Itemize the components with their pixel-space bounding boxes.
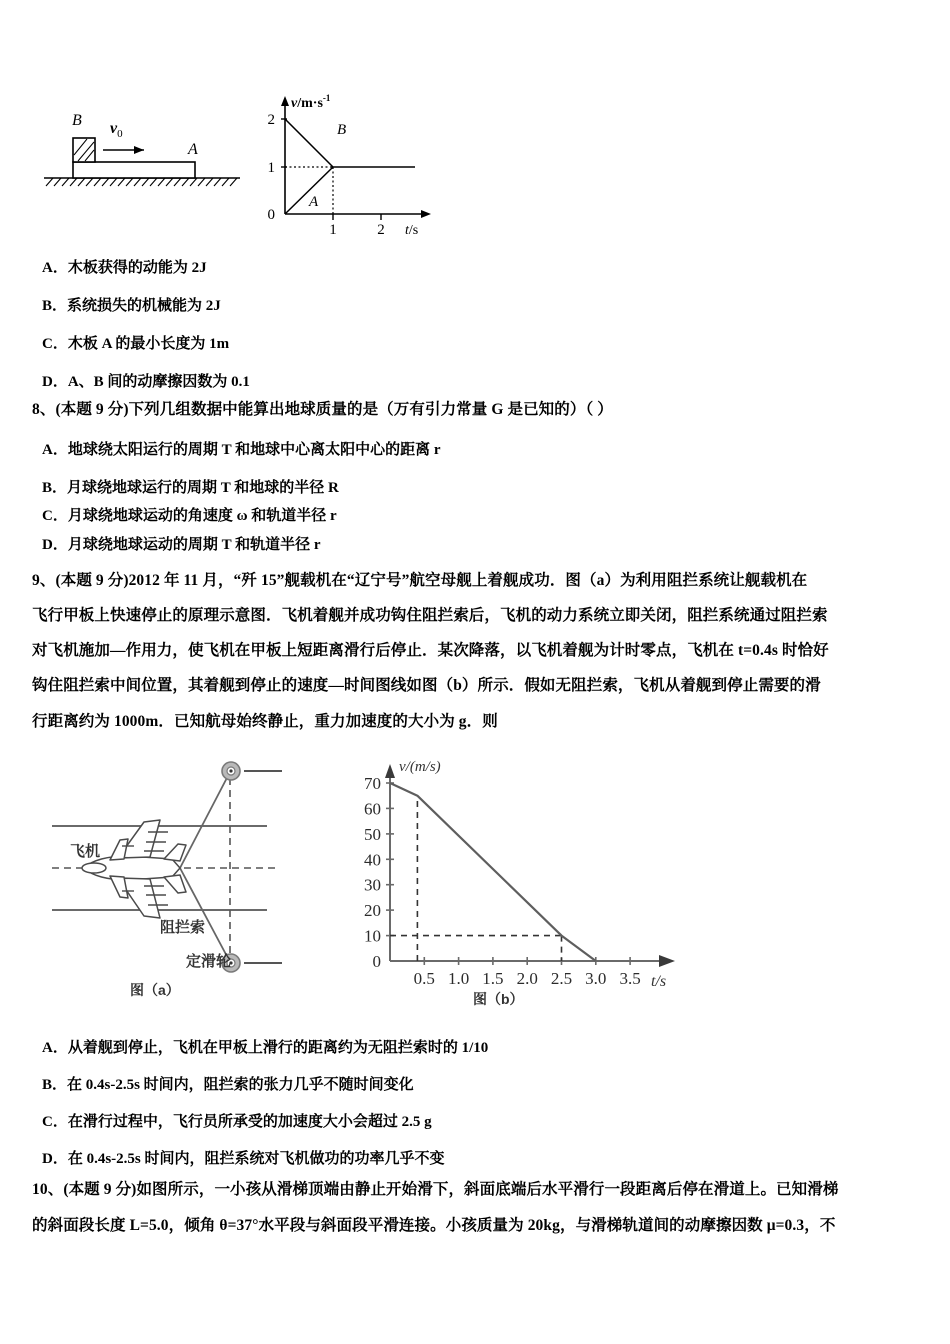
vt1-series-label-B: B [337, 122, 347, 138]
vt2-xtick-3.0: 3.0 [585, 969, 607, 988]
vt1-ytick-1: 1 [267, 160, 275, 176]
vt1-series-label-A: A [309, 194, 319, 210]
q9-stem-line-4: 钩住阻拦索中间位置，其着舰到停止的速度—时间图线如图（b）所示．假如无阻拦索，飞机从着舰到停止需要的滑 [32, 677, 821, 694]
figure-label-B: B [72, 112, 82, 129]
vt1-ylabel: $v/m\cdot s^{-1}$ [291, 93, 331, 111]
q7-option-c-label: C． [42, 336, 68, 352]
v0-symbol: v [110, 120, 118, 137]
vt2-ytick-70: 70 [364, 774, 381, 793]
vt2-ytick-0: 0 [372, 952, 381, 971]
v0-subscript: 0 [117, 128, 123, 141]
vt2-ylabel: v/(m/s) [399, 759, 441, 775]
figure-label-A: A [188, 141, 198, 158]
q9-option-b [42, 1073, 414, 1094]
figure-aircraft-arresting-system [52, 758, 352, 1013]
q8-option-b-text: 月球绕地球运行的周期 T 和地球的半径 R [67, 480, 339, 496]
label-plane: 飞机 [70, 843, 101, 860]
vt2-xlabel: t/s [651, 973, 667, 990]
q7-option-a [42, 256, 207, 277]
q10-stem-line-1 [32, 1180, 838, 1201]
q7-option-b-label: B． [42, 298, 68, 314]
chart-vt-blocks [255, 82, 455, 238]
q8-option-a [42, 438, 441, 459]
vt1-xlabel: t/s [405, 223, 419, 238]
q8-option-a-text: 地球绕太阳运行的周期 T 和地球中心离太阳中心的距离 r [67, 442, 441, 458]
q8-option-d-text: 月球绕地球运动的周期 T 和轨道半径 r [67, 537, 321, 553]
q7-option-a-text: 木板获得的动能为 2J [67, 260, 207, 276]
q7-option-b [42, 294, 221, 315]
q8-option-b [42, 476, 339, 497]
q9-number: 9、 [32, 572, 56, 589]
q9-option-b-text: 在 0.4s-2.5s 时间内，阻拦索的张力几乎不随时间变化 [67, 1077, 414, 1093]
q9-option-a-text: 从着舰到停止，飞机在甲板上滑行的距离约为无阻拦索时的 1/10 [67, 1040, 489, 1056]
vt2-ytick-60: 60 [364, 799, 381, 819]
q9-option-c-label: C． [42, 1114, 68, 1130]
q8-option-d [42, 533, 321, 554]
q9-stem-line-5: 行距离约为 1000m．已知航母始终静止，重力加速度的大小为 g．则 [32, 713, 498, 730]
q8-option-c-text: 月球绕地球运动的角速度 ω 和轨道半径 r [67, 508, 337, 524]
vt2-xtick-3.5: 3.5 [619, 969, 641, 988]
q7-option-d-text: A、B 间的动摩擦因数为 0.1 [67, 374, 250, 390]
q7-option-c [42, 332, 229, 353]
vt2-ytick-40: 40 [364, 850, 381, 870]
q7-option-d-label: D． [42, 374, 68, 390]
q8-score: (本题 9 分) [55, 401, 129, 418]
q8-stem [32, 400, 613, 421]
q9-stem-text-1: 2012 年 11 月，“歼 15”舰载机在“辽宁号”航空母舰上着舰成功．图（a）为利用阻拦系统让舰载机在 [128, 572, 808, 589]
q7-option-b-text: 系统损失的机械能为 2J [67, 298, 221, 314]
vt1-ytick-0: 0 [267, 207, 275, 223]
vt2-ytick-20: 20 [364, 901, 381, 921]
q7-option-a-label: A． [42, 260, 68, 276]
q10-stem-line-2: 的斜面段长度 L=5.0，倾角 θ=37°水平段与斜面段平滑连接。小孩质量为 20kg，与滑梯轨道间的动摩擦因数 μ=0.3，不 [32, 1217, 836, 1234]
q8-option-a-label: A． [42, 442, 68, 458]
vt1-xtick-1: 1 [329, 222, 337, 238]
vt2-xtick-1.5: 1.5 [482, 969, 504, 988]
q9-option-d [42, 1147, 445, 1168]
q8-option-c-label: C． [42, 508, 68, 524]
figure-a-caption: 图（a） [130, 982, 180, 998]
q10-number: 10、 [32, 1181, 64, 1198]
q9-stem-line-1 [32, 571, 807, 592]
label-pulley: 定滑轮 [186, 953, 232, 970]
vt2-xtick-1.0: 1.0 [447, 969, 470, 988]
q10-score: (本题 9 分) [63, 1181, 137, 1198]
vt1-ytick-2: 2 [267, 112, 275, 128]
chart-vt-aircraft [345, 756, 700, 1014]
q7-option-d [42, 370, 250, 391]
q8-option-c [42, 504, 337, 525]
q9-stem-line-2: 飞行甲板上快速停止的原理示意图．飞机着舰并成功钩住阻拦索后，飞机的动力系统立即关闭，阻拦系统通过阻拦索 [32, 607, 828, 624]
q10-stem-text-1: 如图所示，一小孩从滑梯顶端由静止开始滑下，斜面底端后水平滑行一段距离后停在滑道上。已知滑梯 [136, 1181, 839, 1198]
q9-option-c [42, 1110, 432, 1131]
q8-option-d-label: D． [42, 537, 68, 553]
q9-stem-line-3: 对飞机施加—作用力，使飞机在甲板上短距离滑行后停止．某次降落，以飞机着舰为计时零点，飞机在 t=0.4s 时恰好 [32, 642, 829, 659]
q9-option-c-text: 在滑行过程中，飞行员所承受的加速度大小会超过 2.5 g [67, 1114, 432, 1130]
vt2-xtick-0.5: 0.5 [413, 969, 435, 988]
q9-option-d-text: 在 0.4s-2.5s 时间内，阻拦系统对飞机做功的功率几乎不变 [67, 1151, 445, 1167]
vt2-ytick-50: 50 [364, 824, 381, 844]
q7-option-c-text: 木板 A 的最小长度为 1m [67, 336, 230, 352]
vt2-xtick-2.5: 2.5 [550, 969, 573, 988]
q8-option-b-label: B． [42, 480, 68, 496]
q8-stem-text: 下列几组数据中能算出地球质量的是（万有引力常量 G 是已知的）（ ） [128, 401, 613, 418]
q9-option-a [42, 1036, 488, 1057]
vt1-xtick-2: 2 [377, 222, 385, 238]
q9-option-b-label: B． [42, 1077, 68, 1093]
q9-option-d-label: D． [42, 1151, 68, 1167]
figure-b-caption: 图（b） [473, 991, 524, 1007]
vt2-xtick-2.0: 2.0 [516, 969, 538, 988]
vt2-ytick-10: 10 [364, 926, 381, 946]
figure-label-v0 [110, 120, 123, 140]
vt2-ytick-30: 30 [364, 875, 381, 895]
figure-block-on-plank [40, 100, 260, 210]
q9-score: (本题 9 分) [55, 572, 129, 589]
q9-option-a-label: A． [42, 1040, 68, 1056]
q8-number: 8、 [32, 401, 56, 418]
label-arresting-cable: 阻拦索 [160, 919, 206, 936]
